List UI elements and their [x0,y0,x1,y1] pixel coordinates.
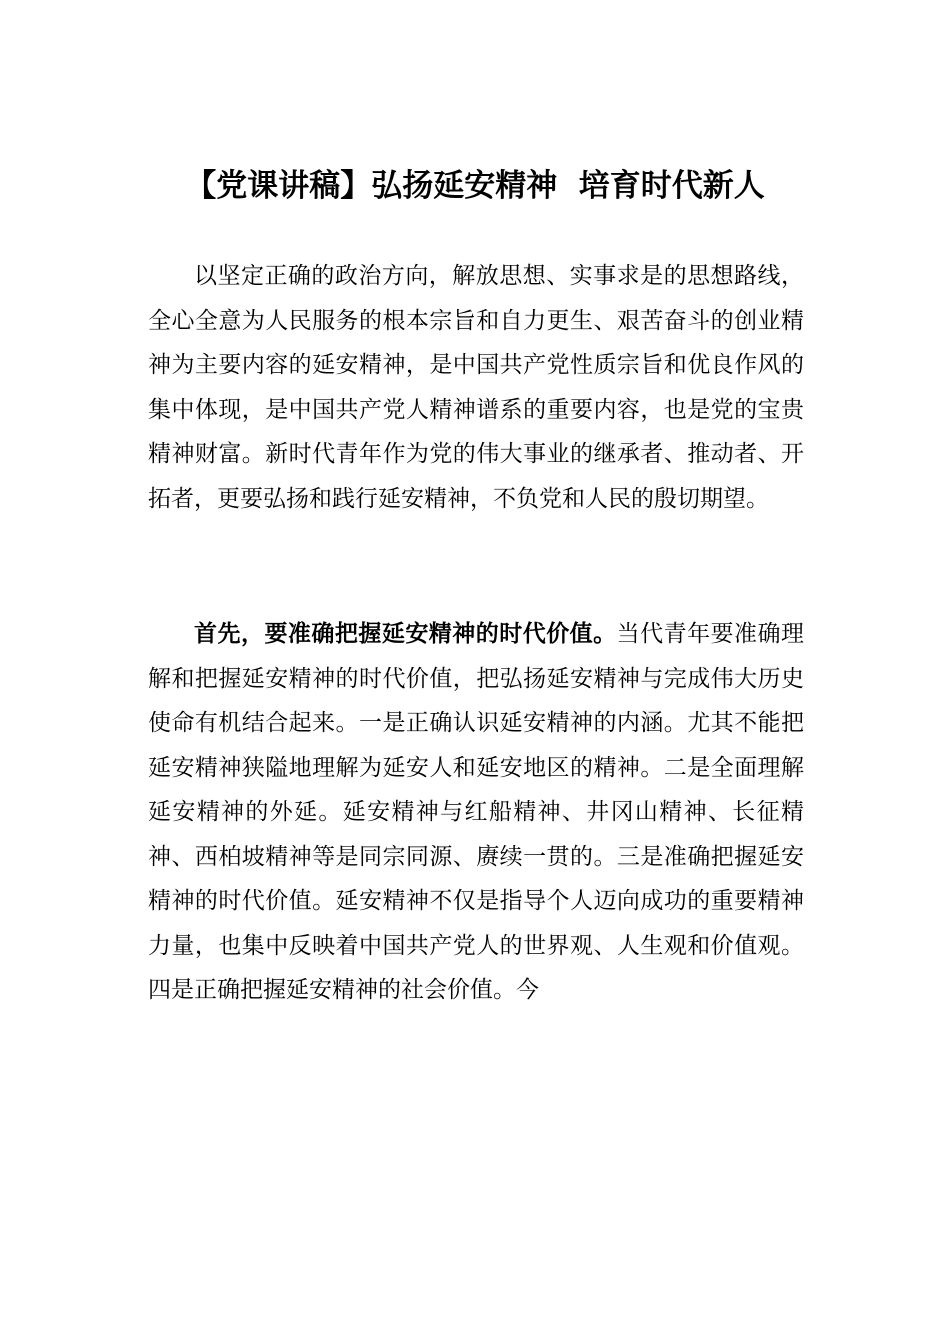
paragraph-first-point-text: 当代青年要准确理解和把握延安精神的时代价值，把弘扬延安精神与完成伟大历史使命有机结合起来。一是正确认识延安精神的内涵。尤其不能把延安精神狭隘地理解为延安人和延安地区的精神。二是全面理解延安精神的外延。延安精神与红船精神、井冈山精神、长征精神、西柏坡精神等是同宗同源、赓续一贯的。三是准确把握延安精神的时代价值。延安精神不仅是指导个人迈向成功的重要精神力量，也集中反映着中国共产党人的世界观、人生观和价值观。四是正确把握延安精神的社会价值。今 [148,621,805,1003]
paragraph-lead-heading: 首先，要准确把握延安精神的时代价值。 [194,621,617,647]
paragraph-intro [148,254,804,521]
document-title: 【党课讲稿】弘扬延安精神 培育时代新人 [185,168,765,204]
paragraph-first-point [148,612,804,1013]
paragraph-intro-text: 以坚定正确的政治方向，解放思想、实事求是的思想路线，全心全意为人民服务的根本宗旨和自力更生、艰苦奋斗的创业精神为主要内容的延安精神，是中国共产党性质宗旨和优良作风的集中体现，是中国共产党人精神谱系的重要内容，也是党的宝贵精神财富。新时代青年作为党的伟大事业的继承者、推动者、开拓者，更要弘扬和践行延安精神，不负党和人民的殷切期望。 [148,263,804,512]
